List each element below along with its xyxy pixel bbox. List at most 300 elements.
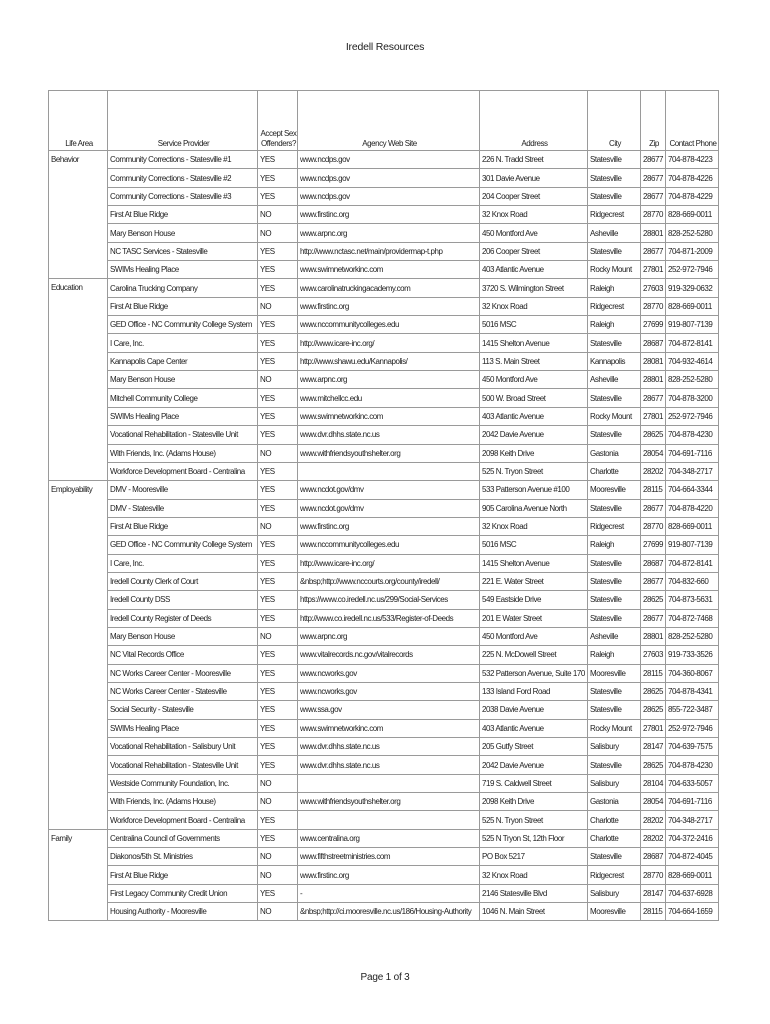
cell-phone: 704-878-4226	[666, 169, 719, 187]
cell-zip: 28687	[641, 554, 666, 572]
cell-city: Statesville	[588, 609, 641, 627]
cell-service-provider: SWIMs Healing Place	[108, 261, 258, 279]
cell-zip: 28054	[641, 793, 666, 811]
table-row	[49, 352, 719, 370]
cell-zip: 28202	[641, 462, 666, 480]
cell-city: Statesville	[588, 848, 641, 866]
cell-zip: 28687	[641, 334, 666, 352]
cell-zip: 28801	[641, 371, 666, 389]
cell-address: 525 N Tryon St, 12th Floor	[480, 829, 588, 847]
cell-accept: YES	[258, 609, 298, 627]
cell-city: Statesville	[588, 499, 641, 517]
cell-life-area: Family	[49, 829, 108, 847]
cell-accept: NO	[258, 774, 298, 792]
cell-city: Salisbury	[588, 738, 641, 756]
table-row	[49, 517, 719, 535]
cell-phone: 704-872-8141	[666, 554, 719, 572]
cell-service-provider: GED Office - NC Community College System	[108, 536, 258, 554]
cell-address: 403 Atlantic Avenue	[480, 719, 588, 737]
cell-web-site: www.withfriendsyouthshelter.org	[298, 444, 480, 462]
cell-web-site: www.vitalrecords.nc.gov/vitalrecords	[298, 646, 480, 664]
cell-accept: YES	[258, 646, 298, 664]
cell-life-area	[49, 499, 108, 517]
table-row	[49, 682, 719, 700]
table-row	[49, 646, 719, 664]
cell-phone: 704-348-2717	[666, 462, 719, 480]
table-row	[49, 224, 719, 242]
cell-service-provider: Kannapolis Cape Center	[108, 352, 258, 370]
cell-accept: YES	[258, 352, 298, 370]
cell-zip: 28677	[641, 151, 666, 169]
cell-phone: 855-722-3487	[666, 701, 719, 719]
cell-accept: YES	[258, 151, 298, 169]
cell-life-area	[49, 371, 108, 389]
cell-accept: NO	[258, 206, 298, 224]
cell-zip: 28625	[641, 701, 666, 719]
table-row	[49, 279, 719, 297]
cell-web-site: www.swimnetworkinc.com	[298, 261, 480, 279]
cell-phone: 252-972-7946	[666, 719, 719, 737]
cell-life-area	[49, 774, 108, 792]
cell-life-area	[49, 536, 108, 554]
cell-service-provider: First Legacy Community Credit Union	[108, 884, 258, 902]
cell-service-provider: With Friends, Inc. (Adams House)	[108, 793, 258, 811]
cell-zip: 28104	[641, 774, 666, 792]
cell-service-provider: SWIMs Healing Place	[108, 407, 258, 425]
table-row	[49, 536, 719, 554]
cell-phone: 704-878-4341	[666, 682, 719, 700]
cell-zip: 28115	[641, 903, 666, 921]
cell-life-area	[49, 738, 108, 756]
cell-accept: NO	[258, 866, 298, 884]
cell-web-site: www.ncworks.gov	[298, 664, 480, 682]
table-row	[49, 756, 719, 774]
cell-web-site: www.ncworks.gov	[298, 682, 480, 700]
cell-address: PO Box 5217	[480, 848, 588, 866]
cell-city: Statesville	[588, 426, 641, 444]
table-row	[49, 627, 719, 645]
cell-phone: 828-252-5280	[666, 224, 719, 242]
cell-accept: NO	[258, 224, 298, 242]
cell-zip: 28687	[641, 848, 666, 866]
cell-life-area	[49, 884, 108, 902]
cell-web-site: http://www.co.iredell.nc.us/533/Register-of-Deeds	[298, 609, 480, 627]
cell-life-area	[49, 426, 108, 444]
cell-accept: YES	[258, 811, 298, 829]
cell-accept: YES	[258, 169, 298, 187]
cell-zip: 28625	[641, 756, 666, 774]
table-row	[49, 811, 719, 829]
table-row	[49, 297, 719, 315]
header-service-provider: Service Provider	[108, 91, 258, 151]
table-row	[49, 389, 719, 407]
table-row	[49, 407, 719, 425]
table-row	[49, 151, 719, 169]
cell-web-site: www.carolinatruckingacademy.com	[298, 279, 480, 297]
cell-life-area	[49, 701, 108, 719]
cell-accept: YES	[258, 334, 298, 352]
cell-address: 32 Knox Road	[480, 297, 588, 315]
table-row	[49, 481, 719, 499]
cell-city: Statesville	[588, 682, 641, 700]
cell-address: 403 Atlantic Avenue	[480, 407, 588, 425]
cell-phone: 828-669-0011	[666, 866, 719, 884]
cell-service-provider: NC Vital Records Office	[108, 646, 258, 664]
cell-life-area	[49, 572, 108, 590]
cell-accept: YES	[258, 738, 298, 756]
cell-accept: YES	[258, 316, 298, 334]
cell-phone: 828-252-5280	[666, 627, 719, 645]
cell-service-provider: NC Works Career Center - Statesville	[108, 682, 258, 700]
header-life-area: Life Area	[49, 91, 108, 151]
header-agency-web-site: Agency Web Site	[298, 91, 480, 151]
cell-address: 533 Patterson Avenue #100	[480, 481, 588, 499]
cell-address: 500 W. Broad Street	[480, 389, 588, 407]
cell-web-site: www.ncdps.gov	[298, 187, 480, 205]
cell-phone: 704-691-7116	[666, 444, 719, 462]
cell-accept: NO	[258, 848, 298, 866]
cell-web-site: www.swimnetworkinc.com	[298, 719, 480, 737]
cell-web-site: www.ncdps.gov	[298, 169, 480, 187]
table-row	[49, 554, 719, 572]
cell-accept: YES	[258, 462, 298, 480]
cell-city: Charlotte	[588, 462, 641, 480]
cell-accept: YES	[258, 481, 298, 499]
cell-life-area	[49, 169, 108, 187]
cell-city: Charlotte	[588, 811, 641, 829]
cell-web-site	[298, 774, 480, 792]
cell-city: Raleigh	[588, 279, 641, 297]
cell-phone: 828-669-0011	[666, 297, 719, 315]
cell-city: Statesville	[588, 554, 641, 572]
table-row	[49, 866, 719, 884]
cell-address: 113 S. Main Street	[480, 352, 588, 370]
cell-city: Salisbury	[588, 774, 641, 792]
cell-service-provider: Mitchell Community College	[108, 389, 258, 407]
cell-zip: 27801	[641, 719, 666, 737]
cell-service-provider: Iredell County DSS	[108, 591, 258, 609]
cell-zip: 28202	[641, 829, 666, 847]
cell-city: Kannapolis	[588, 352, 641, 370]
cell-zip: 28081	[641, 352, 666, 370]
cell-web-site: www.withfriendsyouthshelter.org	[298, 793, 480, 811]
cell-address: 2042 Davie Avenue	[480, 756, 588, 774]
cell-life-area	[49, 206, 108, 224]
cell-service-provider: First At Blue Ridge	[108, 206, 258, 224]
cell-address: 204 Cooper Street	[480, 187, 588, 205]
cell-web-site: www.arpnc.org	[298, 627, 480, 645]
cell-city: Statesville	[588, 242, 641, 260]
cell-life-area	[49, 444, 108, 462]
cell-address: 525 N. Tryon Street	[480, 462, 588, 480]
cell-address: 5016 MSC	[480, 536, 588, 554]
cell-phone: 704-372-2416	[666, 829, 719, 847]
table-row	[49, 426, 719, 444]
table-row	[49, 848, 719, 866]
cell-service-provider: DMV - Statesville	[108, 499, 258, 517]
cell-phone: 704-878-4230	[666, 756, 719, 774]
cell-city: Ridgecrest	[588, 866, 641, 884]
cell-accept: YES	[258, 682, 298, 700]
cell-service-provider: Community Corrections - Statesville #1	[108, 151, 258, 169]
table-row	[49, 261, 719, 279]
cell-zip: 28625	[641, 426, 666, 444]
cell-service-provider: Iredell County Register of Deeds	[108, 609, 258, 627]
cell-phone: 704-360-8067	[666, 664, 719, 682]
cell-address: 525 N. Tryon Street	[480, 811, 588, 829]
cell-address: 1046 N. Main Street	[480, 903, 588, 921]
cell-web-site: www.nccommunitycolleges.edu	[298, 316, 480, 334]
cell-city: Mooresville	[588, 664, 641, 682]
cell-service-provider: Vocational Rehabilitation - Statesville Unit	[108, 426, 258, 444]
cell-city: Asheville	[588, 224, 641, 242]
cell-zip: 27699	[641, 536, 666, 554]
cell-life-area: Behavior	[49, 151, 108, 169]
cell-phone: 919-807-7139	[666, 536, 719, 554]
cell-city: Ridgecrest	[588, 517, 641, 535]
cell-zip: 27801	[641, 261, 666, 279]
header-address: Address	[480, 91, 588, 151]
cell-service-provider: First At Blue Ridge	[108, 297, 258, 315]
cell-web-site: www.dvr.dhhs.state.nc.us	[298, 756, 480, 774]
cell-city: Raleigh	[588, 646, 641, 664]
cell-city: Raleigh	[588, 316, 641, 334]
cell-address: 225 N. McDowell Street	[480, 646, 588, 664]
cell-web-site: www.firstinc.org	[298, 517, 480, 535]
cell-city: Statesville	[588, 334, 641, 352]
cell-zip: 28677	[641, 499, 666, 517]
cell-life-area	[49, 682, 108, 700]
cell-phone: 704-872-7468	[666, 609, 719, 627]
cell-address: 32 Knox Road	[480, 517, 588, 535]
cell-accept: YES	[258, 664, 298, 682]
cell-service-provider: DMV - Mooresville	[108, 481, 258, 499]
cell-city: Statesville	[588, 169, 641, 187]
cell-address: 226 N. Tradd Street	[480, 151, 588, 169]
cell-phone: 704-691-7116	[666, 793, 719, 811]
cell-life-area	[49, 187, 108, 205]
cell-phone: 919-807-7139	[666, 316, 719, 334]
cell-web-site: www.fifthstreetministries.com	[298, 848, 480, 866]
cell-service-provider: I Care, Inc.	[108, 554, 258, 572]
table-row	[49, 371, 719, 389]
cell-accept: YES	[258, 407, 298, 425]
cell-phone: 704-872-8141	[666, 334, 719, 352]
cell-phone: 704-348-2717	[666, 811, 719, 829]
cell-zip: 28115	[641, 481, 666, 499]
cell-web-site: &nbsp;http://ci.mooresville.nc.us/186/Housing-Authority	[298, 903, 480, 921]
cell-service-provider: NC TASC Services - Statesville	[108, 242, 258, 260]
cell-address: 205 Gutfy Street	[480, 738, 588, 756]
cell-service-provider: Community Corrections - Statesville #2	[108, 169, 258, 187]
cell-service-provider: Iredell County Clerk of Court	[108, 572, 258, 590]
cell-accept: NO	[258, 444, 298, 462]
cell-zip: 28677	[641, 187, 666, 205]
cell-life-area: Education	[49, 279, 108, 297]
cell-city: Raleigh	[588, 536, 641, 554]
cell-web-site: www.dvr.dhhs.state.nc.us	[298, 426, 480, 444]
cell-web-site: http://www.shawu.edu/Kannapolis/	[298, 352, 480, 370]
cell-address: 905 Carolina Avenue North	[480, 499, 588, 517]
cell-life-area	[49, 407, 108, 425]
table-row	[49, 169, 719, 187]
cell-accept: YES	[258, 536, 298, 554]
table-row	[49, 591, 719, 609]
cell-life-area	[49, 848, 108, 866]
cell-zip: 28770	[641, 206, 666, 224]
cell-service-provider: GED Office - NC Community College System	[108, 316, 258, 334]
cell-address: 32 Knox Road	[480, 206, 588, 224]
cell-phone: 704-878-4223	[666, 151, 719, 169]
cell-phone: 704-664-1659	[666, 903, 719, 921]
cell-web-site: www.firstinc.org	[298, 866, 480, 884]
cell-web-site: http://www.nctasc.net/main/providermap-t.php	[298, 242, 480, 260]
cell-web-site: www.ncdot.gov/dmv	[298, 481, 480, 499]
header-city: City	[588, 91, 641, 151]
cell-service-provider: Carolina Trucking Company	[108, 279, 258, 297]
cell-accept: NO	[258, 627, 298, 645]
cell-zip: 28677	[641, 572, 666, 590]
cell-zip: 28770	[641, 517, 666, 535]
cell-phone: 704-932-4614	[666, 352, 719, 370]
table-body	[49, 151, 719, 921]
cell-life-area	[49, 903, 108, 921]
cell-zip: 27801	[641, 407, 666, 425]
cell-zip: 28147	[641, 884, 666, 902]
page-number: Page 1 of 3	[360, 972, 410, 983]
cell-web-site: www.ncdps.gov	[298, 151, 480, 169]
cell-life-area	[49, 591, 108, 609]
cell-zip: 28677	[641, 242, 666, 260]
cell-city: Statesville	[588, 389, 641, 407]
cell-accept: YES	[258, 279, 298, 297]
cell-city: Rocky Mount	[588, 261, 641, 279]
cell-service-provider: Workforce Development Board - Centralina	[108, 462, 258, 480]
cell-accept: YES	[258, 572, 298, 590]
cell-service-provider: Housing Authority - Mooresville	[108, 903, 258, 921]
table-row	[49, 884, 719, 902]
table-row	[49, 316, 719, 334]
table-row	[49, 903, 719, 921]
header-row	[49, 91, 719, 151]
cell-life-area	[49, 224, 108, 242]
cell-city: Statesville	[588, 151, 641, 169]
cell-address: 719 S. Caldwell Street	[480, 774, 588, 792]
cell-phone: 252-972-7946	[666, 261, 719, 279]
cell-web-site: www.nccommunitycolleges.edu	[298, 536, 480, 554]
cell-life-area	[49, 609, 108, 627]
cell-service-provider: Westside Community Foundation, Inc.	[108, 774, 258, 792]
cell-life-area	[49, 242, 108, 260]
cell-phone: 704-832-660	[666, 572, 719, 590]
cell-life-area	[49, 352, 108, 370]
cell-zip: 28770	[641, 297, 666, 315]
cell-zip: 27603	[641, 646, 666, 664]
cell-life-area	[49, 261, 108, 279]
cell-phone: 828-669-0011	[666, 206, 719, 224]
cell-web-site: www.swimnetworkinc.com	[298, 407, 480, 425]
cell-service-provider: NC Works Career Center - Mooresville	[108, 664, 258, 682]
cell-address: 1415 Shelton Avenue	[480, 334, 588, 352]
cell-city: Statesville	[588, 756, 641, 774]
cell-accept: YES	[258, 242, 298, 260]
cell-phone: 828-252-5280	[666, 371, 719, 389]
cell-service-provider: First At Blue Ridge	[108, 866, 258, 884]
resources-table	[48, 90, 719, 921]
cell-web-site: -	[298, 884, 480, 902]
cell-service-provider: Social Security - Statesville	[108, 701, 258, 719]
table-row	[49, 738, 719, 756]
cell-address: 221 E. Water Street	[480, 572, 588, 590]
cell-zip: 28054	[641, 444, 666, 462]
table-row	[49, 334, 719, 352]
cell-web-site	[298, 811, 480, 829]
cell-phone: 704-878-4230	[666, 426, 719, 444]
table-row	[49, 242, 719, 260]
table-row	[49, 206, 719, 224]
cell-service-provider: First At Blue Ridge	[108, 517, 258, 535]
cell-address: 450 Montford Ave	[480, 224, 588, 242]
cell-service-provider: Community Corrections - Statesville #3	[108, 187, 258, 205]
table-row	[49, 829, 719, 847]
cell-zip: 28147	[641, 738, 666, 756]
cell-address: 549 Eastside Drive	[480, 591, 588, 609]
cell-phone: 919-733-3526	[666, 646, 719, 664]
cell-service-provider: SWIMs Healing Place	[108, 719, 258, 737]
cell-accept: YES	[258, 426, 298, 444]
cell-address: 2098 Keith Drive	[480, 793, 588, 811]
cell-accept: YES	[258, 554, 298, 572]
cell-web-site: www.firstinc.org	[298, 206, 480, 224]
cell-service-provider: Mary Benson House	[108, 224, 258, 242]
cell-life-area	[49, 811, 108, 829]
cell-accept: YES	[258, 187, 298, 205]
cell-life-area	[49, 664, 108, 682]
cell-city: Gastonia	[588, 793, 641, 811]
cell-zip: 28801	[641, 224, 666, 242]
cell-life-area	[49, 719, 108, 737]
table-row	[49, 444, 719, 462]
cell-phone: 704-639-7575	[666, 738, 719, 756]
cell-life-area	[49, 517, 108, 535]
cell-accept: NO	[258, 793, 298, 811]
cell-phone: 704-664-3344	[666, 481, 719, 499]
cell-web-site: www.ssa.gov	[298, 701, 480, 719]
cell-phone: 704-878-4220	[666, 499, 719, 517]
cell-life-area	[49, 646, 108, 664]
cell-phone: 704-878-3200	[666, 389, 719, 407]
cell-web-site	[298, 462, 480, 480]
cell-city: Salisbury	[588, 884, 641, 902]
cell-life-area	[49, 389, 108, 407]
table-row	[49, 793, 719, 811]
cell-zip: 28677	[641, 389, 666, 407]
cell-web-site: www.mitchellcc.edu	[298, 389, 480, 407]
cell-web-site: www.arpnc.org	[298, 371, 480, 389]
cell-city: Statesville	[588, 572, 641, 590]
cell-accept: YES	[258, 884, 298, 902]
cell-address: 5016 MSC	[480, 316, 588, 334]
cell-city: Statesville	[588, 591, 641, 609]
header-contact-phone: Contact Phone	[666, 91, 719, 151]
cell-service-provider: Workforce Development Board - Centralina	[108, 811, 258, 829]
cell-web-site: www.firstinc.org	[298, 297, 480, 315]
cell-city: Ridgecrest	[588, 297, 641, 315]
cell-accept: NO	[258, 903, 298, 921]
cell-accept: YES	[258, 756, 298, 774]
cell-city: Statesville	[588, 701, 641, 719]
table-row	[49, 187, 719, 205]
